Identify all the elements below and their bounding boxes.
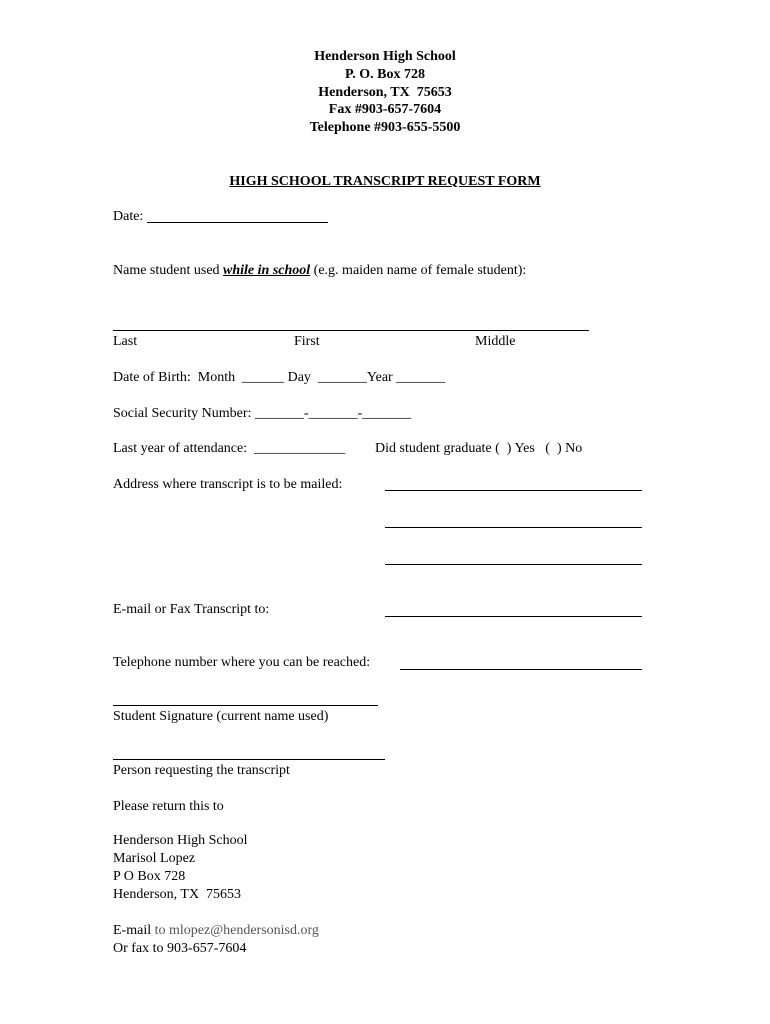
name-middle-label: Middle <box>475 334 516 349</box>
school-fax: Fax #903-657-7604 <box>328 102 442 117</box>
email-prefix: E-mail <box>113 923 152 938</box>
date-of-birth-field[interactable]: Date of Birth: Month ______ Day _______Year _______ <box>113 370 446 385</box>
school-telephone: Telephone #903-655-5500 <box>309 120 461 135</box>
address-line-1[interactable] <box>385 490 642 491</box>
name-field-line[interactable] <box>113 330 589 331</box>
date-label: Date: <box>113 209 144 224</box>
email-address-link[interactable]: to mlopez@hendersonisd.org <box>151 923 319 938</box>
return-fax: Or fax to 903-657-7604 <box>113 941 247 956</box>
graduated-question[interactable]: Did student graduate ( ) Yes ( ) No <box>375 441 583 456</box>
address-line-3[interactable] <box>385 564 642 565</box>
return-contact: Marisol Lopez <box>113 851 196 866</box>
while-in-school-emphasis: while in school <box>223 263 311 278</box>
return-city: Henderson, TX 75653 <box>113 887 242 902</box>
name-used-label: Name student used while in school (e.g. maiden name of female student): <box>113 263 527 278</box>
school-city: Henderson, TX 75653 <box>318 85 452 100</box>
email-fax-field-line[interactable] <box>385 616 642 617</box>
telephone-label: Telephone number where you can be reached: <box>113 655 371 670</box>
return-po-box: P O Box 728 <box>113 869 186 884</box>
ssn-field[interactable]: Social Security Number: _______-_______-_______ <box>113 406 412 421</box>
name-first-label: First <box>294 334 320 349</box>
form-title: HIGH SCHOOL TRANSCRIPT REQUEST FORM <box>229 174 541 189</box>
school-po-box: P. O. Box 728 <box>345 67 425 82</box>
last-year-attendance-field[interactable]: Last year of attendance: _____________ <box>113 441 346 456</box>
requester-label: Person requesting the transcript <box>113 763 290 778</box>
mailing-address-label: Address where transcript is to be mailed: <box>113 477 343 492</box>
school-name: Henderson High School <box>314 49 456 64</box>
return-email <box>113 922 319 939</box>
signature-label: Student Signature (current name used) <box>113 709 329 724</box>
name-last-label: Last <box>113 334 138 349</box>
return-intro: Please return this to <box>113 799 224 814</box>
email-fax-label: E-mail or Fax Transcript to: <box>113 602 270 617</box>
requester-line[interactable] <box>113 759 385 760</box>
signature-line[interactable] <box>113 705 378 706</box>
return-school: Henderson High School <box>113 833 248 848</box>
address-line-2[interactable] <box>385 527 642 528</box>
date-field-line[interactable] <box>147 222 328 223</box>
telephone-field-line[interactable] <box>400 669 642 670</box>
